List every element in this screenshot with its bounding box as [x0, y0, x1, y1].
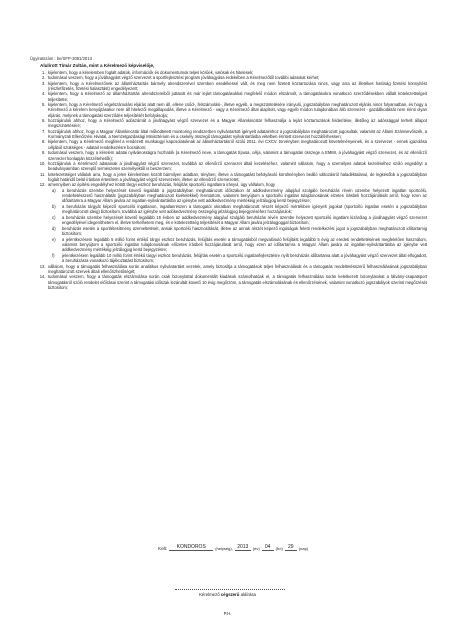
declaration-intro: Alulírott Tímár Zoltán, mint a Kérelmező képviselője,	[40, 63, 155, 68]
stamp-placeholder: P.H.	[223, 611, 232, 616]
declaration-item	[30, 118, 427, 129]
sub-item	[52, 253, 427, 264]
item-number: 14.	[39, 274, 46, 280]
item-number: 5.	[42, 102, 46, 108]
signature-line	[175, 589, 285, 590]
item-number: 13.	[39, 263, 46, 269]
item-body	[48, 118, 427, 129]
item-number: 12.	[39, 182, 46, 188]
signature-caption-suffix: aláírása	[239, 592, 256, 597]
item-body	[48, 182, 427, 263]
declaration-item	[30, 172, 427, 183]
year-label: (év)	[252, 546, 260, 551]
sub-item-text: a jelentkezésem legalább 5 millió forint értékű tárgyi eszköz beruházás, felújítás esetén a támogatásból megvalósuló felújítást legalább 5 évig az eredeti rendeltetésének megfelelően használom, valamint benyújtom a sportcélú ingatlan tulajdonosának előzetes írásbeli hozzájárulását arról, hogy ezen az időtartamra a Magyar Állam javára az ingatlan-nyilvántartásba az igénybe vett addkedvezmény mértékéig jelzálogjog kerül bejegyzésre;	[62, 236, 427, 253]
item-body	[48, 129, 427, 140]
signature-caption	[0, 592, 455, 597]
item-number: 2.	[42, 75, 46, 81]
item-body	[48, 102, 427, 118]
declaration-item	[30, 264, 427, 275]
month-field: 04	[262, 544, 274, 551]
sub-item-text: beruházás esetén a sportlétesítmény üzemeltetését, annak sportcélú hasznosítását, illetve az annak részét képező ingóságok feletti rendelkezési jogot a jogszabályban meghatározott időtartamig biztosítom;	[62, 225, 427, 237]
reference-number: Ügyiratszám : be/SFP-3081/2013	[30, 56, 92, 61]
item-body	[48, 172, 427, 183]
sub-item-text: a beruházás üzembe helyezését követő legalább 15 évben az addkedvezmény alapjául szolgáló beruházás révén üzembe helyezett sportcélú ingatlant kizárólag a jóváhagyást végző szervezet engedélyével idegeníthetem el, illetve terhelhetem meg, és e kötelezettség teljesítését a Magyar Állam javára jelzálogjoggal biztosítom;	[62, 214, 427, 226]
item-body	[48, 81, 427, 92]
item-text: amennyiben az építési engedélyhez kötött tárgyi eszköz beruházás, felújítás sportcélú ingatlanra irányul, úgy vállalom, hogy	[48, 182, 275, 188]
declaration-item	[30, 102, 427, 118]
item-text: tudomásul veszem, hogy a kérelem adatai nyilvánosságra hozhatók (a Kérelmező neve, a támogatás típusa, célja, valamint a támogatás összege a EMMI, a jóváhagyást végző szervezet, és az ellenőrző szervezet honlapján közzétehetők);	[48, 150, 427, 161]
declaration-item	[30, 139, 427, 150]
sub-item	[52, 188, 427, 204]
item-body	[48, 274, 427, 290]
declaration-item	[30, 182, 427, 263]
item-text: hozzájárulok ahhoz, hogy a Kérelmező adószámát a jóváhagyást végző szervezet és a Magyar Államkincstár felhasználja a lejárt köztartozások felderítése, illetőleg az adóssággal terhelt állapot megszüntetésére;	[48, 118, 427, 129]
declaration-item	[30, 91, 427, 102]
item-body	[48, 264, 427, 275]
item-text: kijelentem, hogy a Kérelmező megfelel a rendezett munkaügyi kapcsolatoknak az államháztartásról szóló 2011. évi CXCV. törvényben meghatározott követelményeinek, és a szervezet - ennek igazolása céljából szükséges - adatait rendelkezésre bocsátom;	[48, 139, 427, 150]
sub-item-label: b)	[52, 203, 56, 209]
item-number: 10.	[39, 160, 46, 166]
item-number: 11.	[40, 171, 46, 177]
item-text: kötelezettséget vállalok arra, hogy a jelen kérelemben közölt bármilyen adatban, tényben, illetve a támogatást befolyásoló körülményben beálló változásról haladéktalanul, de legkésőbb a jogszabályban foglalt határidő belül írásban értesítem a jóváhagyást végző szervezetet, illetve az ellenőrző szervezetet;	[48, 171, 427, 182]
item-number: 4.	[42, 91, 46, 97]
place-field: KONDOROS	[169, 544, 213, 551]
sub-item-label: d)	[52, 225, 56, 231]
sub-item-text: a beruházás üzembe helyezését követő legalább a jogszabályban meghatározott időszakon át addkedvezmény alapjául szolgáló beruházás révén üzembe helyezett ingatlan sportcélú, rendeltetésszerű használatát (jogszabályban meghatározott kivételekkel) fenntartom, valamint benyújtom a sportcélú ingatlan tulajdonosának elzetes írásbeli hozzájárulását arról, hogy ezen az időtartamra a Magyar Állam javára az ingatlan-nyilvántartásba az igénybe vett addkedvezmény mértékéig jelzálogjog kerül bejegyzésre;	[62, 187, 427, 204]
declaration-list	[30, 70, 427, 290]
item-body	[48, 139, 427, 150]
month-label: (hó)	[275, 546, 283, 551]
item-text: kijelentem, hogy a Kérelmező az államháztartás alrendszereiből juttatott és már lejárt támogatásokkal megfelelő módon elszámolt, a támogatásokra vonatkozó szerződésekben vállalt kötelezettségeit teljesítette;	[48, 91, 427, 102]
item-body	[48, 161, 427, 172]
item-text: hozzájárulok ahhoz, hogy a Magyar Államkincstár által működtetett monitoring rendszerben nyilvántartott igényelt adataimhoz a jogszabályban meghatározott jogosultak, valamint az Állami Számvevőszék, a Kormányzati Ellenőrzési Hivatal, a Nemzetgazdasági Minisztérium és a csekély összegű támogatást nyilvántartásba vételben érintett szervezet hozzáférhessen;	[48, 128, 427, 140]
item-number: 8.	[42, 139, 46, 145]
sub-item-label: e)	[52, 236, 56, 242]
item-number: 3.	[42, 80, 46, 86]
item-text: hozzájárulok a Kérelmező adatainak a jóváhagyást végző szervezet, továbbá az ellenőrző szervezet általi kezeléséhez, valamint vállalom, hogy a személyes adatok kezeléséhez szóló engedélyt a beadványaimban szereplő természetes személyektől is beszerzem;	[48, 160, 427, 172]
item-number: 1.	[42, 70, 46, 75]
sub-item	[52, 237, 427, 253]
item-number: 6.	[42, 118, 46, 124]
sub-item-label: f)	[52, 252, 55, 258]
item-number: 9.	[42, 150, 46, 156]
item-text: kijelentem, hogy a Kérelmezőnek az államháztartás bármely alrendszerével szemben esedékessé vált, és meg nem fizetett köztartozása nincs, vagy arra az illetékes hatóság fizetési könnyítést (részletfizetés, fizetési halasztást) engedélyezett;	[48, 80, 427, 92]
declaration-item	[30, 129, 427, 140]
date-prefix: Kelt:	[158, 546, 168, 551]
sub-item	[52, 204, 427, 215]
day-field: 29	[285, 544, 297, 551]
item-text: kijelentem, hogy a kérelemben foglalt adatok, információk és dokumentumok teljes körűek, valósak és hitelesek;	[48, 70, 254, 75]
declaration-item	[30, 274, 427, 290]
day-label: (nap)	[298, 546, 309, 551]
item-text: tudomásul veszem, hogy a jóváhagyást végző szervezet a sportfejlesztési program jóváhagyása érdekében a Kérelmezőtől további adatokat kérhet;	[48, 75, 320, 81]
sub-item-label: c)	[52, 214, 56, 220]
declaration-item	[30, 161, 427, 172]
year-field: 2013	[235, 544, 251, 551]
sub-item-text: a beruházás tárgyát képező sportcélú ingatlanon, ingatlanrészen a támogatói okiratban meghatározott részét képező mértékben igényelt jogokat (sportcélú ingatlan esetén a jogszabályban meghatározott ideig) biztosítom, továbbá az igénybe vett adókedvezmény összegéig jelzálogjog bejegyzéséhez hozzájárulok;	[62, 203, 427, 215]
sub-item	[52, 226, 427, 237]
item-body	[48, 150, 427, 161]
sub-item-text: jelentkezésem legalább 10 millió forint értékű tárgyi eszköz beruházás, felújítás esetén a sportcélú ingatlanfejlesztésre nyílt beruházás időtartama alatt a jóváhagyást végző szervezet által elfogadott, a beruházásra vonatkozó tájékoztatást biztosítom;	[62, 252, 427, 264]
date-place-row	[0, 544, 455, 551]
item-number: 7.	[42, 128, 46, 134]
item-text: tudomásul veszem, hogy a támogatás elszámolása során csak bizonylattal dokumentált kiadások számolhatóak el, a támogatás felhasználása során keletkezett bizonylatokat a látvány-csapatsport támogatásról szóló rendelet előírásai szerint a támogatási időszak lezárultát követő 10 évig megőrzöm, a támogatás elszámolásának és ellenőrzésének, valamint vonatkozó jogszabályok szerinti megőrzését biztosítom;	[48, 274, 427, 290]
item-body	[48, 91, 427, 102]
declaration-item	[30, 81, 427, 92]
declaration-item	[30, 150, 427, 161]
sub-item-label: a)	[52, 187, 56, 193]
item-text: vállalom, hogy a támogatás felhasználása során analitikus nyilvántartást vezetek, amely biztosítja a támogatások teljes felhasználását és a támogatás rendeltetésszerű felhasználásának jogszabályban meghatározott szervek általi ellenőrizhetőségét;	[48, 263, 427, 274]
signature-caption-bold: cégszerű	[220, 592, 240, 597]
item-text: kijelentem, hogy a Kérelmező végelszámolási eljárás alatt nem áll, ellene csőd-, felszámolási-, illetve egyéb, a megszüntetésére irányuló, jogszabályban meghatározott eljárás nincs folyamatban, és hogy a Kérelmező a kérelem benyújtásakor nem áll hitelezői megállapodás, illetve a Kérelmező - vagy a Kérelmező által alapított, vagy egyéb módon tulajdonában álló szervezet - gazdálkodását nem érinti olyan eljárás, melynek a támogatási szerződés teljesítését befolyásolja;	[48, 102, 427, 118]
sub-item	[52, 215, 427, 226]
signature-caption-prefix: Kérelmező	[199, 592, 221, 597]
place-label: (helység),	[215, 546, 233, 551]
